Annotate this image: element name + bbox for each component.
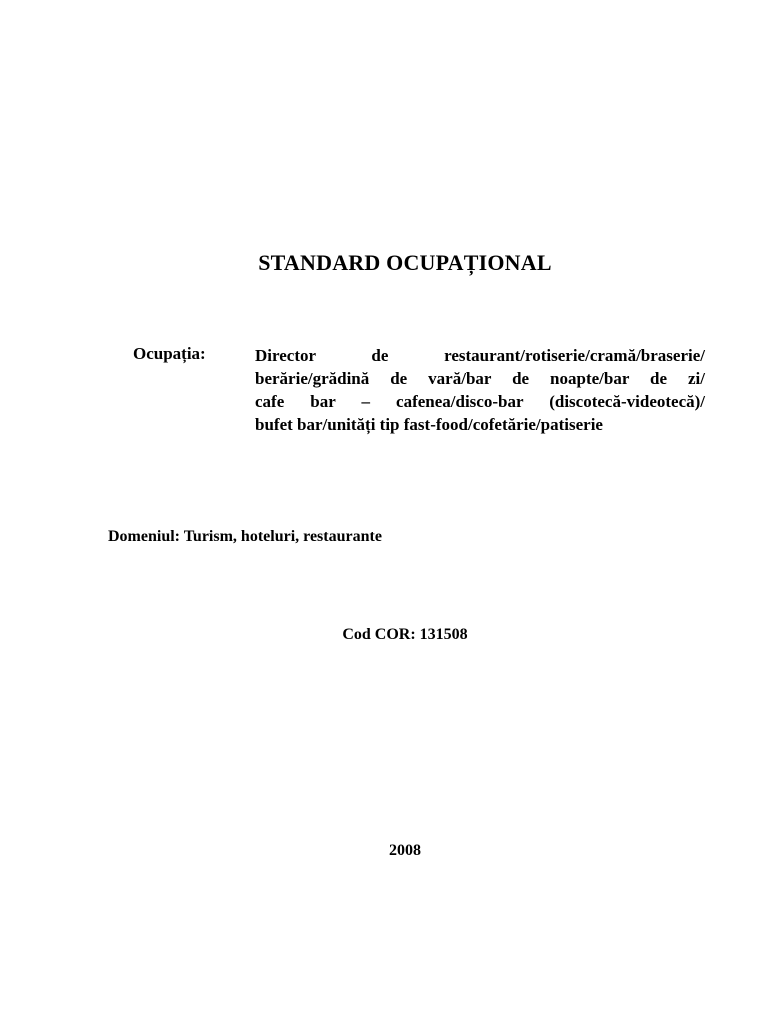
document-title: STANDARD OCUPAȚIONAL [258, 250, 552, 275]
document-year: 2008 [389, 842, 421, 859]
occupation-line-2: berărie/grădină de vară/bar de noapte/bar de zi/ [255, 369, 705, 388]
occupation-description [255, 344, 705, 436]
cor-code: Cod COR: 131508 [342, 626, 468, 643]
occupation-label: Ocupația: [133, 344, 206, 363]
occupation-line-3: cafe bar – cafenea/disco-bar (discotecă-videotecă)/ [255, 392, 705, 411]
occupation-line-1: Director de restaurant/rotiserie/cramă/braserie/ [255, 346, 705, 365]
domain-field: Domeniul: Turism, hoteluri, restaurante [108, 528, 382, 545]
occupation-line-4: bufet bar/unități tip fast-food/cofetărie/patiserie [255, 415, 603, 434]
